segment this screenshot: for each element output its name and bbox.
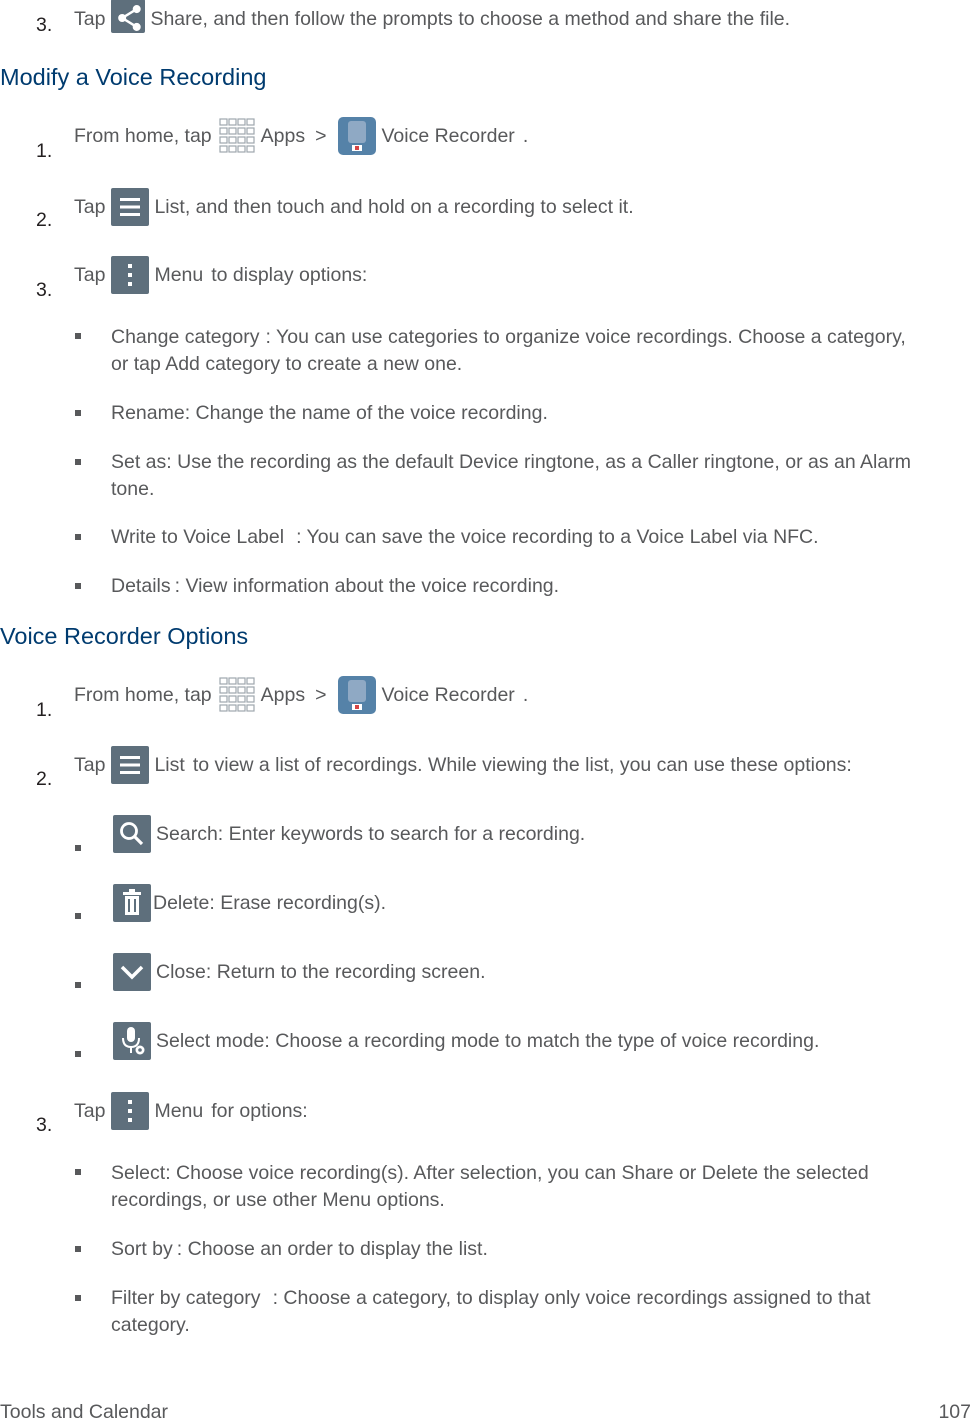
modify-step-3	[74, 256, 367, 294]
option-desc: : You can use categories to organize voice recordings. Choose a category,	[265, 326, 906, 348]
list-icon	[111, 188, 149, 226]
apps-label: Apps	[260, 124, 306, 147]
option-change-category	[111, 324, 969, 378]
bullet	[75, 583, 81, 589]
step-number: 3.	[36, 14, 53, 36]
step-tap-text: Tap	[74, 195, 106, 218]
trash-icon	[113, 884, 151, 922]
options-step-1	[74, 676, 528, 714]
option-desc: recordings, or use other Menu options.	[111, 1189, 445, 1211]
option-label: Rename	[111, 402, 185, 424]
option-desc: : View information about the voice recording.	[174, 575, 560, 597]
step-number: 1.	[36, 699, 53, 721]
bullet	[75, 913, 81, 919]
option-label: Write to Voice Label	[111, 526, 285, 548]
bullet	[75, 410, 81, 416]
option-label: Select mode	[156, 1029, 265, 1052]
menu-option-sort-by	[111, 1236, 969, 1263]
menu-label: Menu	[154, 263, 204, 286]
option-write-voice-label	[111, 524, 969, 551]
option-details	[111, 573, 969, 600]
step-text: to view a list of recordings. While viewing the list, you can use these options:	[192, 753, 852, 776]
option-desc: or tap Add category to create a new one.	[111, 353, 463, 375]
voice-recorder-label: Voice Recorder	[381, 683, 515, 706]
menu-option-filter-by-category	[111, 1285, 969, 1339]
step-text: , and then follow the prompts to choose a method and share the file.	[202, 7, 791, 30]
menu-label: Menu	[154, 1099, 204, 1122]
voice-recorder-icon	[338, 117, 376, 155]
list-label: List	[154, 195, 185, 218]
list-option-search	[111, 815, 585, 853]
share-icon	[111, 0, 145, 33]
voice-recorder-icon	[338, 676, 376, 714]
apps-grid-icon	[218, 117, 256, 155]
search-icon	[113, 815, 151, 853]
mic-settings-icon	[113, 1022, 151, 1060]
footer-section: Tools and Calendar	[0, 1401, 169, 1423]
period: .	[522, 683, 529, 706]
list-icon	[111, 746, 149, 784]
voice-recorder-label: Voice Recorder	[381, 124, 515, 147]
bullet	[75, 1246, 81, 1252]
option-desc: : Choose an order to display the list.	[176, 1238, 488, 1260]
modify-step-1	[74, 117, 528, 155]
bullet	[75, 459, 81, 465]
path-separator: >	[315, 683, 327, 706]
step-tap-text: Tap	[74, 7, 106, 30]
apps-grid-icon	[218, 676, 256, 714]
option-desc: : Erase recording(s).	[209, 891, 387, 914]
step-number: 3.	[36, 279, 53, 301]
option-label: Details	[111, 575, 171, 597]
list-option-select-mode	[111, 1022, 819, 1060]
option-desc: category.	[111, 1314, 190, 1336]
bullet	[75, 982, 81, 988]
option-rename	[111, 400, 969, 427]
menu-option-select	[111, 1160, 969, 1214]
bullet	[75, 1295, 81, 1301]
option-label: Filter by category	[111, 1287, 261, 1309]
option-label: Set as	[111, 451, 167, 473]
step-text: to display options:	[211, 263, 368, 286]
list-label: List	[154, 753, 185, 776]
option-label: Change category	[111, 326, 260, 348]
option-set-as	[111, 449, 969, 503]
bullet	[75, 534, 81, 540]
step-tap-text: Tap	[74, 263, 106, 286]
share-label: Share	[150, 7, 203, 30]
step-text: , and then touch and hold on a recording to select it.	[184, 195, 634, 218]
step-text: From home, tap	[74, 124, 212, 147]
section-heading-options: Voice Recorder Options	[0, 623, 249, 649]
chevron-down-icon	[113, 953, 151, 991]
section-heading-modify: Modify a Voice Recording	[0, 64, 267, 90]
list-option-close	[111, 953, 486, 991]
period: .	[522, 124, 529, 147]
options-step-2	[74, 746, 852, 784]
step-tap-text: Tap	[74, 753, 106, 776]
bullet	[75, 333, 81, 339]
option-desc: : Return to the recording screen.	[205, 960, 486, 983]
option-desc: : You can save the voice recording to a Voice Label via NFC.	[296, 526, 819, 548]
option-desc: : Change the name of the voice recording.	[184, 402, 548, 424]
list-option-delete	[111, 884, 386, 922]
option-desc: : Choose a recording mode to match the type of voice recording.	[264, 1029, 820, 1052]
step-tap-text: Tap	[74, 1099, 106, 1122]
share-step	[74, 5, 790, 33]
step-text: for options:	[211, 1099, 308, 1122]
option-label: Select	[111, 1162, 166, 1184]
option-desc: tone.	[111, 478, 155, 500]
option-desc: : Use the recording as the default Device ringtone, as a Caller ringtone, or as an Alarm	[166, 451, 911, 473]
step-number: 3.	[36, 1114, 53, 1136]
option-desc: : Choose voice recording(s). After selection, you can Share or Delete the selected	[165, 1162, 869, 1184]
apps-label: Apps	[260, 683, 306, 706]
step-number: 1.	[36, 140, 53, 162]
step-number: 2.	[36, 768, 53, 790]
option-label: Sort by	[111, 1238, 173, 1260]
options-step-3	[74, 1092, 308, 1130]
bullet	[75, 845, 81, 851]
bullet	[75, 1169, 81, 1175]
option-desc: : Choose a category, to display only voice recordings assigned to that	[272, 1287, 871, 1309]
path-separator: >	[315, 124, 327, 147]
page-number: 107	[938, 1401, 971, 1423]
option-label: Close	[156, 960, 206, 983]
option-desc: : Enter keywords to search for a recording.	[217, 822, 586, 845]
bullet	[75, 1051, 81, 1057]
menu-icon	[111, 256, 149, 294]
option-label: Delete	[153, 891, 210, 914]
modify-step-2	[74, 188, 634, 226]
menu-icon	[111, 1092, 149, 1130]
option-label: Search	[156, 822, 218, 845]
step-number: 2.	[36, 209, 53, 231]
step-text: From home, tap	[74, 683, 212, 706]
